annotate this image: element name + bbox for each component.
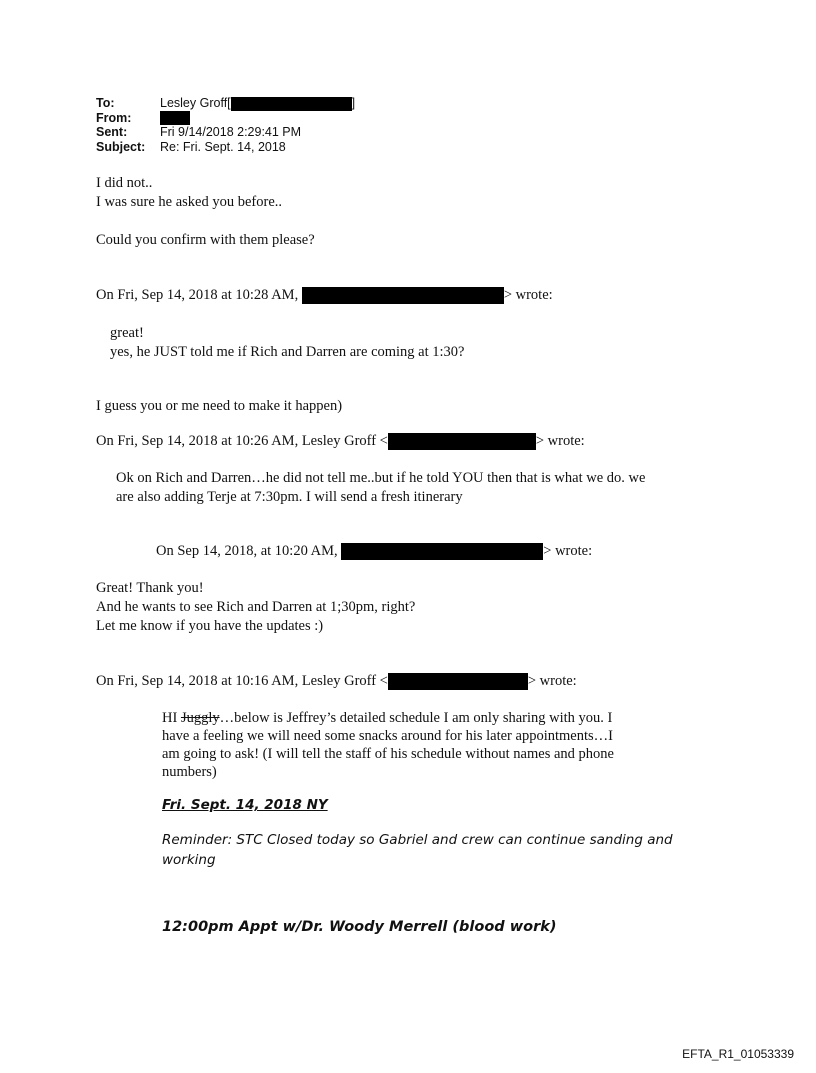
quote-line: Great! Thank you! <box>96 580 204 596</box>
quote-line: Ok on Rich and Darren…he did not tell me..but if he told YOU then that is what we do. we <box>116 470 646 486</box>
to-label: To: <box>96 96 115 110</box>
quote-line: yes, he JUST told me if Rich and Darren are coming at 1:30? <box>110 344 465 360</box>
attribution-wrote: > wrote: <box>527 673 577 689</box>
quote-attribution <box>96 672 577 691</box>
quote-line: Let me know if you have the updates :) <box>96 618 324 634</box>
quote-attribution <box>156 542 592 561</box>
attribution-wrote: > wrote: <box>535 433 585 449</box>
redaction-box <box>341 543 543 560</box>
attribution-wrote: > wrote: <box>503 287 553 303</box>
to-value <box>160 96 355 111</box>
sent-label: Sent: <box>96 125 128 139</box>
email-header <box>96 96 355 154</box>
subject-row <box>96 140 355 155</box>
to-close-bracket: ] <box>351 95 356 110</box>
schedule-title: Fri. Sept. 14, 2018 NY <box>162 797 328 813</box>
attribution-text: On Sep 14, 2018, at 10:20 AM, <box>156 543 338 559</box>
sent-value: Fri 9/14/2018 2:29:41 PM <box>160 125 302 139</box>
quote-line: have a feeling we will need some snacks around for his later appointments…I <box>162 728 613 744</box>
subject-value: Re: Fri. Sept. 14, 2018 <box>160 139 286 154</box>
redaction-box <box>160 111 190 125</box>
quote-line: are also adding Terje at 7:30pm. I will send a fresh itinerary <box>116 489 463 505</box>
attribution-text: On Fri, Sep 14, 2018 at 10:28 AM, <box>96 287 299 303</box>
quote-line: And he wants to see Rich and Darren at 1;30pm, right? <box>96 599 416 615</box>
to-row <box>96 96 355 111</box>
from-row <box>96 111 355 126</box>
redaction-box <box>388 433 536 450</box>
schedule-appointment: 12:00pm Appt w/Dr. Woody Merrell (blood work) <box>162 919 557 935</box>
attribution-wrote: > wrote: <box>543 543 593 559</box>
sent-row <box>96 125 355 140</box>
quote-line: numbers) <box>162 764 217 780</box>
redaction-box <box>302 287 504 304</box>
quote-attribution <box>96 432 585 451</box>
quote-line: great! <box>110 325 144 341</box>
reply-line: I was sure he asked you before.. <box>96 194 283 210</box>
attribution-text: On Fri, Sep 14, 2018 at 10:26 AM, Lesley Groff < <box>96 433 388 449</box>
to-name: Lesley Groff[ <box>160 95 231 110</box>
schedule-reminder: Reminder: STC Closed today so Gabriel and crew can continue sanding and <box>162 832 673 848</box>
struck-nickname: Juggly <box>180 710 220 726</box>
from-label: From: <box>96 110 132 125</box>
schedule-reminder: working <box>162 852 216 868</box>
greeting-rest: …below is Jeffrey’s detailed schedule I am only sharing with you. I <box>219 710 613 726</box>
greeting-prefix: HI <box>162 710 181 726</box>
document-id: EFTA_R1_01053339 <box>682 1047 794 1061</box>
redaction-box <box>231 97 352 111</box>
reply-line: I did not.. <box>96 175 153 191</box>
redaction-box <box>388 673 528 690</box>
subject-label: Subject: <box>96 139 146 154</box>
quote-line: am going to ask! (I will tell the staff of his schedule without names and phone <box>162 746 614 762</box>
reply-line: Could you confirm with them please? <box>96 232 315 248</box>
quote-line <box>162 709 612 728</box>
quote-line: I guess you or me need to make it happen) <box>96 398 343 414</box>
attribution-text: On Fri, Sep 14, 2018 at 10:16 AM, Lesley Groff < <box>96 673 388 689</box>
quote-attribution <box>96 286 553 305</box>
